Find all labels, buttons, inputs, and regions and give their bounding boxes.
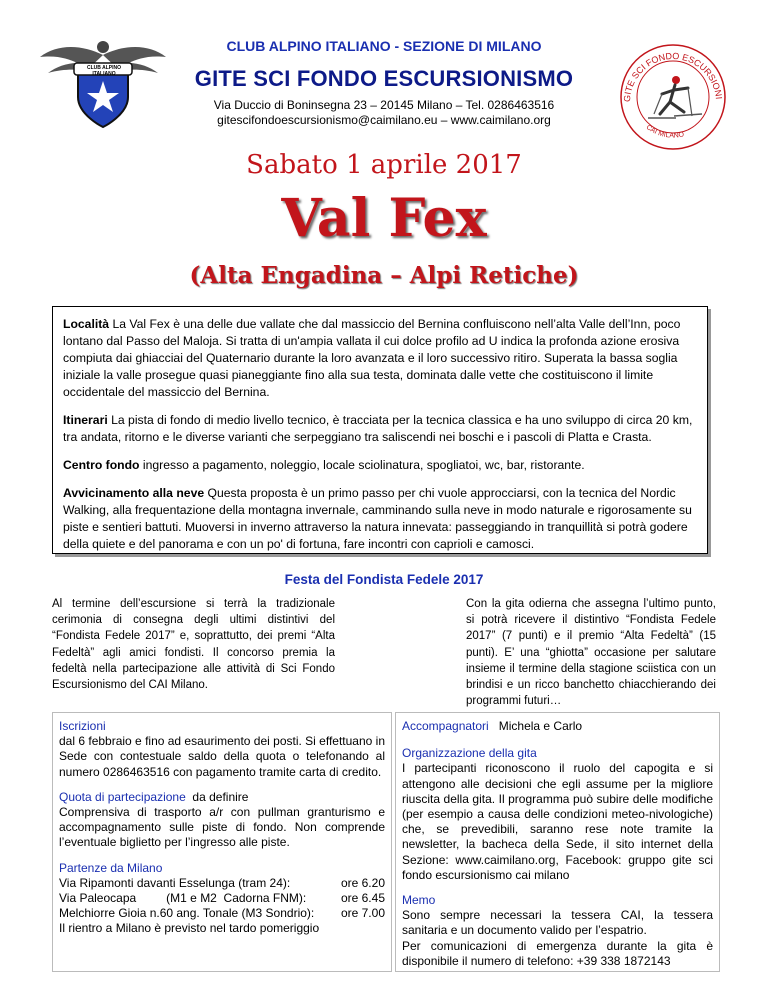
departure-time: ore 7.00 (340, 906, 385, 921)
contact-info (0, 98, 768, 128)
quota-text: Comprensiva di trasporto a/r con pullman granturismo e accompagnamento sulle piste di fondo. Non comprende l’eventuale biglietto per l’ingresso alle piste. (59, 805, 385, 850)
organization-panel (395, 712, 720, 972)
avvicinamento-paragraph (63, 485, 697, 553)
event-date: Sabato 1 aprile 2017 (246, 150, 522, 180)
centro-paragraph (63, 457, 697, 474)
festa-right-text: Con la gita odierna che assegna l’ultimo punto, si potrà ricevere il distintivo “Fondista Fedele 2017” (7 punti) e il premio “Alta Fedeltà” (15 punti). E’ una “ghiotta” occasione per salutare insieme il termine della stagione sciistica con un brindisi e un ricco banchetto chiacchierando dei programmi futuri… (466, 598, 716, 708)
departure-row (59, 891, 385, 906)
memo-text-emergency: Per comunicazioni di emergenza durante la gita è disponibile il numero di telefono: +39 338 1872143 (402, 938, 713, 968)
centro-text: ingresso a pagamento, noleggio, locale sciolinatura, spogliatoi, wc, bar, ristorante. (142, 458, 585, 472)
gite-sci-fondo-logo (618, 42, 728, 152)
logo-right-arc-text: GITE SCI FONDO ESCURSIONI (621, 50, 724, 103)
quota-heading: Quota di partecipazione (59, 789, 186, 804)
centro-heading: Centro fondo (63, 458, 140, 472)
logo-left-text: CLUB ALPINO ITALIANO (87, 65, 121, 77)
memo-section (402, 893, 713, 969)
event-subtitle: (Alta Engadina – Alpi Retiche) (189, 262, 579, 289)
info-box (52, 306, 708, 554)
quota-value: da definire (192, 789, 249, 804)
itinerari-paragraph (63, 412, 697, 446)
organizzazione-section (402, 746, 713, 883)
iscrizioni-text: dal 6 febbraio e fino ad esaurimento dei posti. Si effettuano in Sede con contestuale saldo della quota o telefonando al numero 0286463516 con pagamento tramite carta di credito. (59, 734, 385, 779)
memo-heading: Memo (402, 893, 436, 908)
festa-heading: Festa del Fondista Fedele 2017 (284, 572, 484, 587)
departure-place: Via Paleocapa (M1 e M2 Cadorna FNM): (59, 891, 307, 906)
departure-row (59, 906, 385, 921)
departure-place: Via Ripamonti davanti Esselunga (tram 24): (59, 875, 291, 890)
quota-section (59, 790, 385, 851)
registration-panel (52, 712, 392, 972)
departure-time: ore 6.45 (340, 891, 385, 906)
departure-time: ore 6.20 (340, 875, 385, 890)
logo-right-bottom-text: CAI MILANO (644, 123, 685, 140)
accompagnatori-heading: Accompagnatori (402, 719, 489, 733)
club-name: CLUB ALPINO ITALIANO - SEZIONE DI MILANO (226, 38, 542, 54)
section-title: GITE SCI FONDO ESCURSIONISMO (194, 66, 574, 91)
partenze-heading: Partenze da Milano (59, 860, 163, 875)
accompagnatori-section (402, 719, 713, 734)
return-note: Il rientro a Milano è previsto nel tardo pomeriggio (59, 921, 320, 936)
partenze-section (59, 861, 385, 937)
accompagnatori-names: Michela e Carlo (498, 719, 583, 733)
festa-left-text: Al termine dell’escursione si terrà la tradizionale cerimonia di consegna degli ultimi distintivi del “Fondista Fedele 2017” e, soprattutto, dei premi “Alta Fedeltà” agli amici fondisti. Il concorso premia la fedeltà nella partecipazione alle attività di Sci Fondo Escursionismo del CAI Milano. (52, 598, 335, 692)
event-title: Val Fex (281, 188, 487, 249)
departure-row (59, 876, 385, 891)
avvicinamento-text: Questa proposta è un primo passo per chi vuole approcciarsi, con la tecnica del Nordic Walking, alla frequentazione della montagna invernale, camminando sulla neve in modo naturale e rigorosamente su piste e sentieri battuti. Muoversi in inverno attraverso la natura innevata: passeggiando in tranquillità si potrà godere della quiete e del panorama e con un po' di fortuna, fare incontri con caprioli e camosci. (63, 486, 692, 551)
quota-line (59, 790, 385, 805)
itinerari-text: La pista di fondo di medio livello tecnico, è tracciata per la tecnica classica e ha uno sviluppo di circa 20 km, tra andata, ritorno e le diverse varianti che serpeggiano tra saliscendi nei boschi e i pascoli di Platta e Crasta. (63, 413, 693, 444)
organizzazione-heading: Organizzazione della gita (402, 746, 537, 761)
address-line: Via Duccio di Boninsegna 23 – 20145 Milano – Tel. 0286463516 (213, 98, 555, 112)
localita-heading: Località (63, 317, 110, 331)
avvicinamento-heading: Avvicinamento alla neve (63, 486, 205, 500)
organizzazione-text: I partecipanti riconoscono il ruolo del capogita e si attengono alle decisioni che egli assume per la migliore riuscita della gita. Il programma può subire delle modifiche (per esempio a causa delle condizioni meteo-nivologiche) che, se prevedibili, saranno rese note tramite la newsletter, la bacheca della Sede, il sito internet della Sezione: www.caimilano.org, Facebook: gruppo gite sci fondo escursionismo cai milano (402, 761, 713, 882)
memo-text-documents: Sono sempre necessari la tessera CAI, la tessera sanitaria e un documento valido per l’espatrio. (402, 908, 713, 938)
email-web-line: gitescifondoescursionismo@caimilano.eu – www.caimilano.org (217, 113, 551, 127)
localita-text: La Val Fex è una delle due vallate che dal massiccio del Bernina confluiscono nell’alta Valle dell’Inn, poco lontano dal Passo del Maloja. Si tratta di un'ampia vallata il cui dolce profilo ad U indica la profonda azione erosiva compiuta dai ghiacciai del Quaternario durante la loro avanzata e il loro successivo ritiro. Superata la bassa soglia iniziale la valle prosegue quasi pianeggiante fino alla sua testa, dominata dalle vette che costituiscono il limite occidentale del massiccio del Bernina. (63, 317, 681, 399)
departure-place: Melchiorre Gioia n.60 ang. Tonale (M3 Sondrio): (59, 906, 315, 921)
iscrizioni-section (59, 719, 385, 780)
iscrizioni-heading: Iscrizioni (59, 719, 106, 733)
itinerari-heading: Itinerari (63, 413, 108, 427)
localita-paragraph (63, 316, 697, 401)
